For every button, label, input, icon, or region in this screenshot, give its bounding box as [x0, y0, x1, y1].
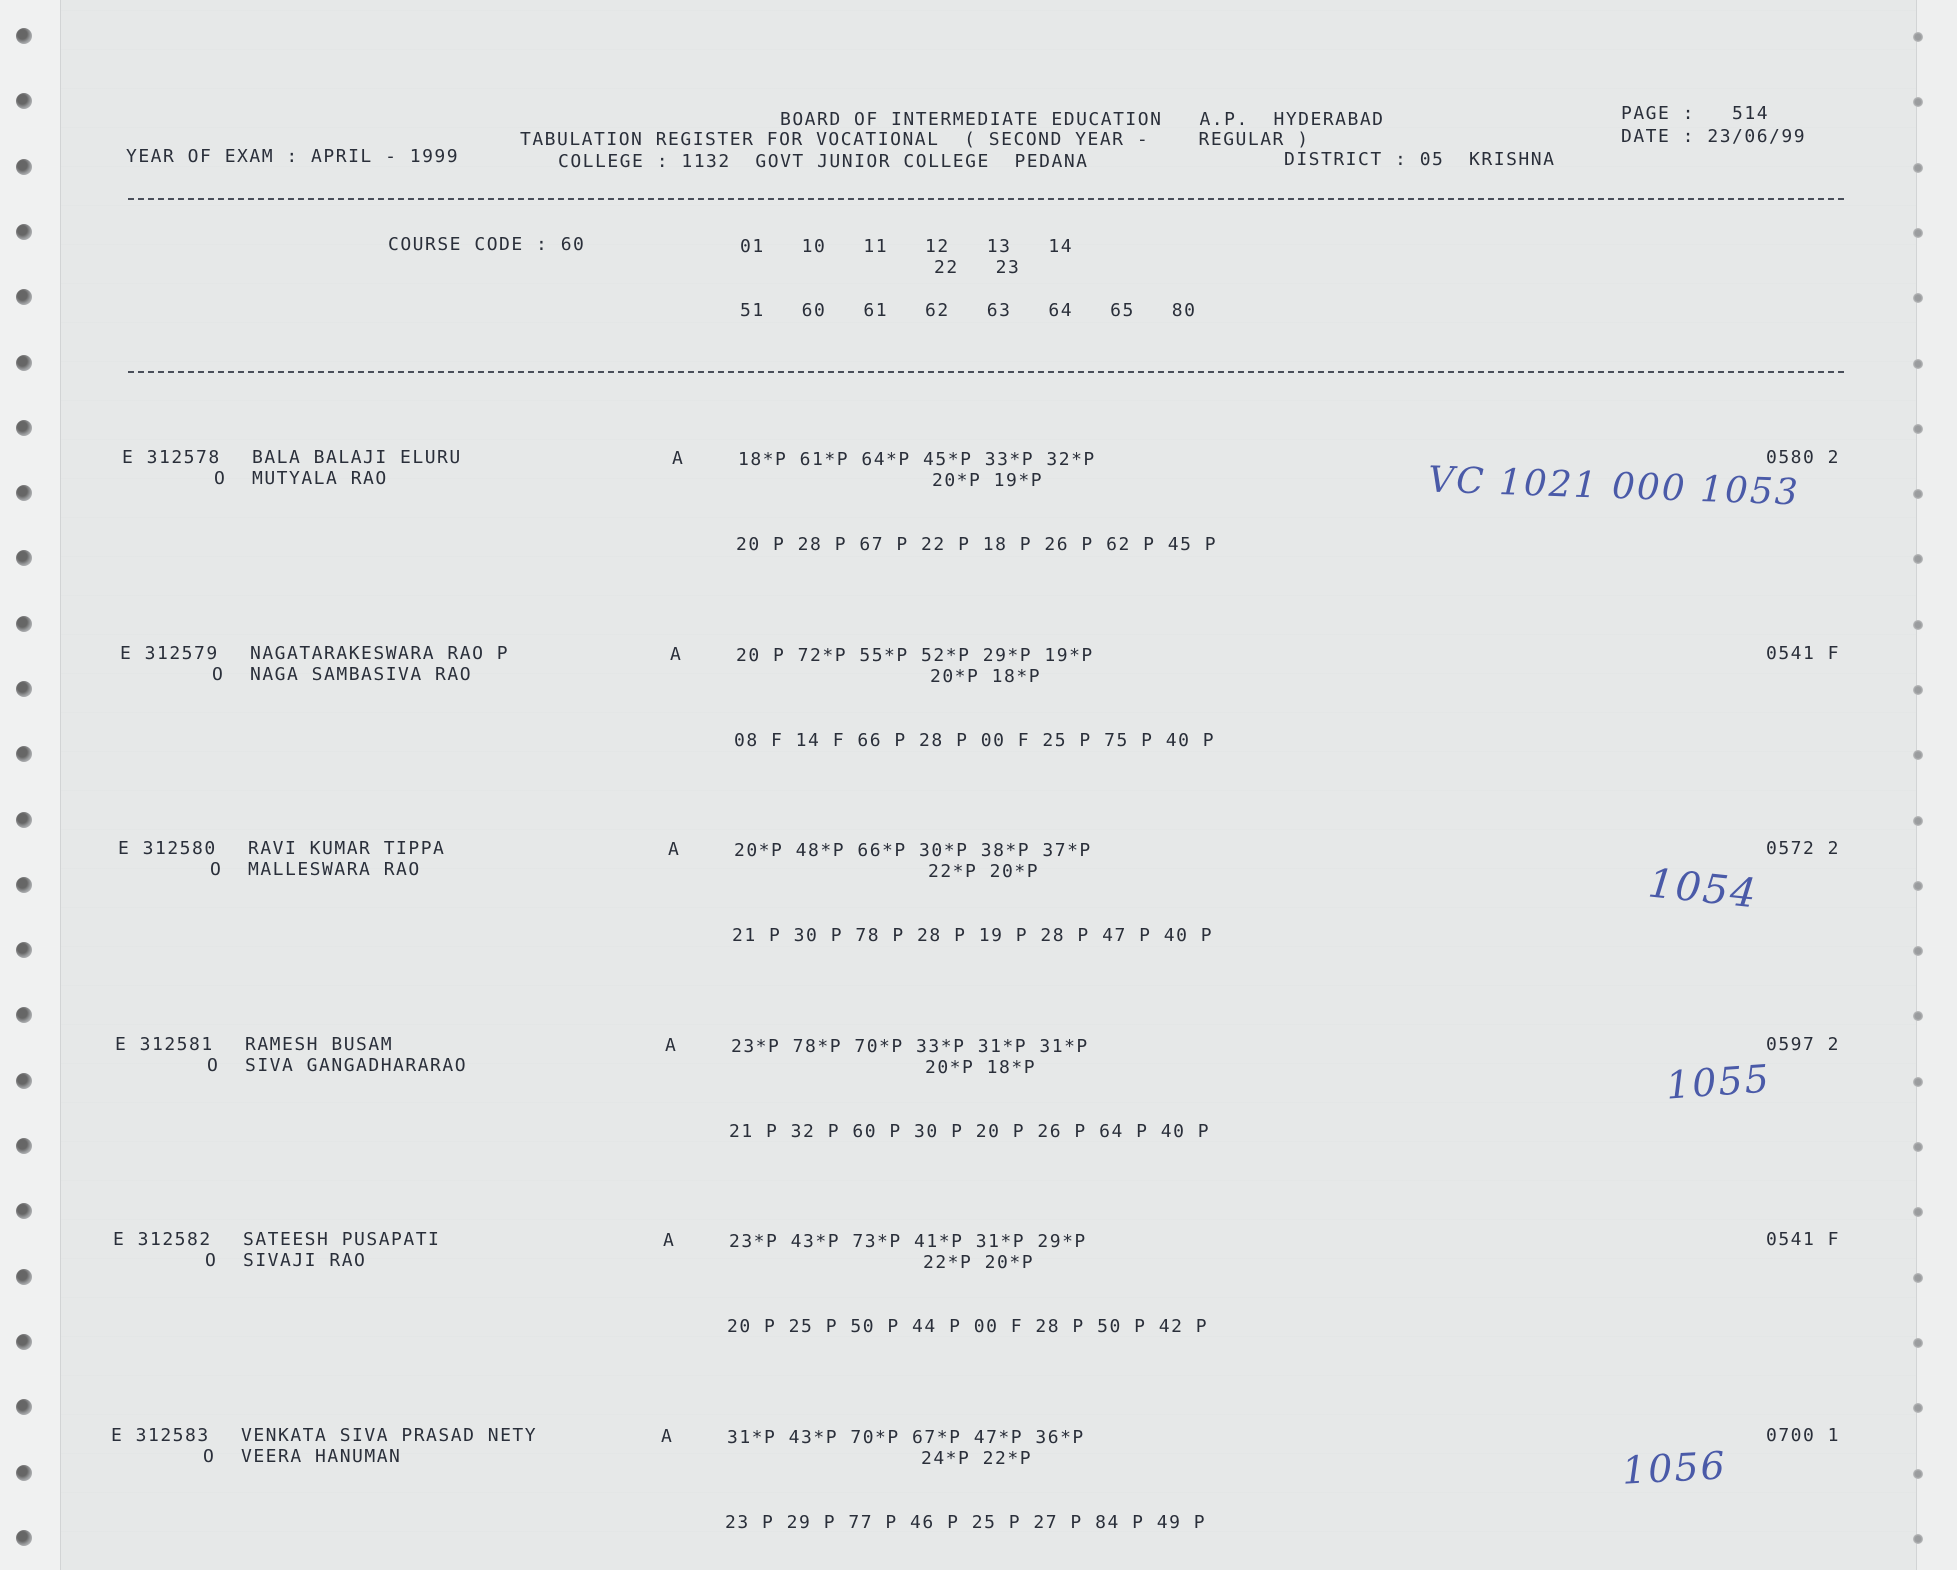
left-feed-hole	[16, 1334, 32, 1350]
record-marks-row-3: 23 P 29 P 77 P 46 P 25 P 27 P 84 P 49 P	[725, 1511, 1207, 1533]
record-marks-row-1: 20*P 48*P 66*P 30*P 38*P 37*P	[734, 840, 1092, 861]
left-feed-hole	[16, 1007, 32, 1023]
year-of-exam: YEAR OF EXAM : APRIL - 1999	[126, 146, 460, 167]
right-feed-hole	[1913, 1338, 1923, 1348]
handwritten-note: 1056	[1620, 1443, 1728, 1493]
record-marks-row-1: 31*P 43*P 70*P 67*P 47*P 36*P	[727, 1426, 1085, 1448]
record-father-name: VEERA HANUMAN	[241, 1445, 402, 1467]
record-total-result: 0541 F	[1766, 642, 1841, 664]
right-feed-hole	[1913, 554, 1923, 564]
left-feed-hole	[16, 1269, 32, 1285]
record-total-result: 0541 F	[1766, 1229, 1841, 1250]
left-feed-hole	[16, 159, 32, 175]
right-feed-hole	[1913, 1011, 1923, 1021]
record-father-name: MUTYALA RAO	[252, 468, 388, 489]
record-student-name: RAVI KUMAR TIPPA	[248, 838, 446, 859]
record-grade: A	[670, 643, 683, 665]
right-feed-hole	[1913, 881, 1923, 891]
record-roll-number: E 312583	[111, 1424, 210, 1446]
record-father-name: NAGA SAMBASIVA RAO	[250, 663, 473, 685]
left-feed-hole	[16, 28, 32, 44]
right-feed-hole	[1913, 1403, 1923, 1413]
right-feed-hole	[1913, 685, 1923, 695]
record-father-prefix: O	[212, 663, 225, 685]
handwritten-note: 1054	[1645, 860, 1760, 918]
record-marks-row-2: 20*P 18*P	[930, 665, 1042, 687]
record-roll-number: E 312578	[122, 447, 221, 468]
right-feed-hole	[1913, 1207, 1923, 1217]
record-marks-row-3: 08 F 14 F 66 P 28 P 00 F 25 P 75 P 40 P	[734, 729, 1216, 751]
page-number: PAGE : 514	[1621, 103, 1770, 124]
right-feed-hole	[1913, 946, 1923, 956]
record-marks-row-3: 20 P 28 P 67 P 22 P 18 P 26 P 62 P 45 P	[736, 534, 1218, 555]
right-feed-hole	[1913, 620, 1923, 630]
record-father-prefix: O	[214, 468, 227, 489]
record-grade: A	[672, 448, 685, 469]
course-code: COURSE CODE : 60	[388, 234, 586, 255]
subject-codes-row-2: 22 23	[934, 257, 1021, 278]
right-feed-hole	[1913, 816, 1923, 826]
print-date: DATE : 23/06/99	[1621, 126, 1807, 147]
record-total-result: 0597 2	[1766, 1033, 1841, 1055]
right-feed-hole	[1913, 359, 1923, 369]
handwritten-note: 1055	[1664, 1056, 1773, 1108]
record-father-prefix: O	[210, 859, 223, 880]
record-marks-row-2: 22*P 20*P	[923, 1252, 1035, 1273]
record-grade: A	[668, 839, 681, 860]
record-roll-number: E 312581	[115, 1033, 214, 1055]
left-feed-hole	[16, 616, 32, 632]
record-total-result: 0572 2	[1766, 838, 1841, 859]
left-feed-hole	[16, 420, 32, 436]
record-father-prefix: O	[203, 1445, 216, 1467]
record-father-prefix: O	[205, 1250, 218, 1271]
right-feed-hole	[1913, 1077, 1923, 1087]
record-student-name: BALA BALAJI ELURU	[252, 447, 462, 468]
left-feed-hole	[16, 1399, 32, 1415]
record-roll-number: E 312580	[118, 838, 217, 859]
left-feed-hole	[16, 1465, 32, 1481]
right-feed-hole	[1913, 293, 1923, 303]
right-feed-hole	[1913, 489, 1923, 499]
left-feed-hole	[16, 942, 32, 958]
left-feed-hole	[16, 355, 32, 371]
dashed-rule-bottom	[128, 371, 1844, 373]
right-feed-hole	[1913, 424, 1923, 434]
record-total-result: 0580 2	[1766, 447, 1841, 468]
record-student-name: VENKATA SIVA PRASAD NETY	[241, 1424, 538, 1446]
record-marks-row-1: 20 P 72*P 55*P 52*P 29*P 19*P	[736, 644, 1094, 666]
right-feed-hole	[1913, 1273, 1923, 1283]
subject-codes-row-3: 51 60 61 62 63 64 65 80	[740, 300, 1197, 321]
record-marks-row-1: 18*P 61*P 64*P 45*P 33*P 32*P	[738, 449, 1096, 470]
subject-codes-row-1: 01 10 11 12 13 14	[740, 236, 1074, 257]
record-roll-number: E 312582	[113, 1229, 212, 1250]
record-marks-row-3: 21 P 30 P 78 P 28 P 19 P 28 P 47 P 40 P	[732, 925, 1214, 946]
right-feed-hole	[1913, 1469, 1923, 1479]
left-feed-hole	[16, 1138, 32, 1154]
dashed-rule-top	[128, 198, 1844, 200]
left-feed-hole	[16, 746, 32, 762]
left-feed-hole	[16, 289, 32, 305]
register-title: TABULATION REGISTER FOR VOCATIONAL ( SECOND YEAR - REGULAR )	[520, 129, 1310, 150]
record-student-name: NAGATARAKESWARA RAO P	[250, 642, 510, 664]
record-grade: A	[663, 1230, 676, 1251]
record-marks-row-3: 21 P 32 P 60 P 30 P 20 P 26 P 64 P 40 P	[729, 1120, 1211, 1142]
left-feed-hole	[16, 1530, 32, 1546]
record-student-name: SATEESH PUSAPATI	[243, 1229, 441, 1250]
record-marks-row-1: 23*P 43*P 73*P 41*P 31*P 29*P	[729, 1231, 1087, 1252]
left-feed-hole	[16, 485, 32, 501]
college-line: COLLEGE : 1132 GOVT JUNIOR COLLEGE PEDANA	[558, 151, 1089, 172]
record-marks-row-2: 22*P 20*P	[928, 861, 1040, 882]
record-father-name: SIVA GANGADHARARAO	[245, 1054, 468, 1076]
left-feed-hole	[16, 93, 32, 109]
left-feed-hole	[16, 1203, 32, 1219]
right-feed-hole	[1913, 228, 1923, 238]
record-father-prefix: O	[207, 1054, 220, 1076]
right-feed-hole	[1913, 1142, 1923, 1152]
left-feed-hole	[16, 550, 32, 566]
left-feed-hole	[16, 812, 32, 828]
right-feed-hole	[1913, 163, 1923, 173]
right-feed-hole	[1913, 97, 1923, 107]
record-marks-row-3: 20 P 25 P 50 P 44 P 00 F 28 P 50 P 42 P	[727, 1316, 1209, 1337]
left-feed-hole	[16, 681, 32, 697]
left-feed-hole	[16, 1073, 32, 1089]
right-feed-hole	[1913, 1534, 1923, 1544]
record-roll-number: E 312579	[120, 642, 219, 664]
record-total-result: 0700 1	[1766, 1424, 1841, 1446]
record-grade: A	[665, 1034, 678, 1056]
record-father-name: MALLESWARA RAO	[248, 859, 421, 880]
record-marks-row-1: 23*P 78*P 70*P 33*P 31*P 31*P	[731, 1035, 1089, 1057]
record-grade: A	[661, 1425, 674, 1447]
board-title: BOARD OF INTERMEDIATE EDUCATION A.P. HYDERABAD	[780, 109, 1385, 130]
record-father-name: SIVAJI RAO	[243, 1250, 367, 1271]
handwritten-note: VC 1021 000 1053	[1427, 459, 1801, 514]
record-student-name: RAMESH BUSAM	[245, 1033, 394, 1055]
record-marks-row-2: 20*P 19*P	[932, 470, 1044, 491]
record-marks-row-2: 20*P 18*P	[925, 1056, 1037, 1078]
right-feed-hole	[1913, 750, 1923, 760]
right-feed-hole	[1913, 32, 1923, 42]
left-feed-hole	[16, 224, 32, 240]
left-feed-hole	[16, 877, 32, 893]
record-marks-row-2: 24*P 22*P	[921, 1447, 1033, 1469]
district-line: DISTRICT : 05 KRISHNA	[1284, 149, 1556, 170]
